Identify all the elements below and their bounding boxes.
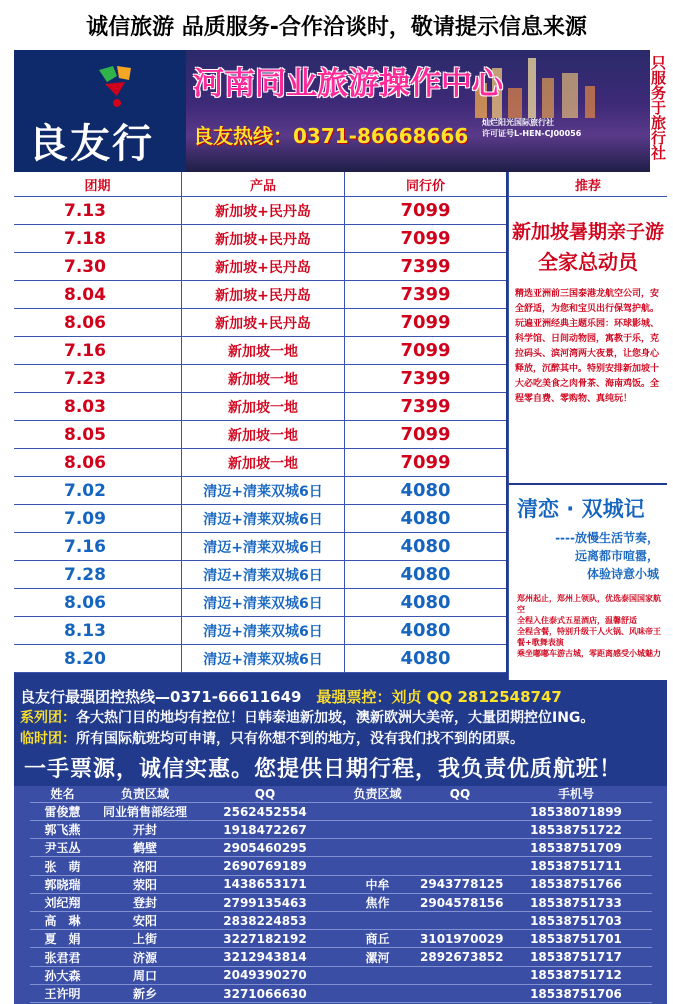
- staff-cell: 中牟: [365, 877, 390, 892]
- staff-row: [30, 803, 652, 821]
- staff-cell: 荥阳: [132, 877, 157, 892]
- promo-thailand: [508, 483, 667, 680]
- staff-cell: 18538751706: [530, 986, 622, 1001]
- promo2-line2: 远离都市喧嚣，: [574, 549, 659, 563]
- staff-cell: 2690769189: [223, 859, 307, 874]
- staff-cell: 18538751733: [530, 895, 622, 910]
- cell-price: 7099: [400, 312, 451, 333]
- staff-cell: 负责区域: [353, 787, 402, 801]
- table-row: [14, 393, 506, 421]
- table-row: [14, 533, 506, 561]
- cell-price: 7099: [400, 200, 451, 221]
- staff-cell: 3271066630: [223, 986, 307, 1001]
- table-row: [14, 281, 506, 309]
- cell-product: 新加坡一地: [182, 449, 345, 476]
- table-row: [14, 309, 506, 337]
- staff-cell: 18538071899: [530, 804, 622, 819]
- staff-cell: 商丘: [365, 932, 390, 947]
- staff-cell: 安阳: [132, 914, 157, 929]
- staff-cell: 2049390270: [223, 968, 307, 983]
- staff-cell: QQ: [449, 786, 471, 801]
- logo-icon: [95, 62, 135, 108]
- cell-price: 7099: [400, 228, 451, 249]
- staff-cell: 洛阳: [132, 859, 157, 874]
- staff-cell: 鹤壁: [132, 841, 157, 856]
- promo2-bullets: [509, 583, 667, 659]
- staff-row: [30, 930, 652, 948]
- staff-cell: 雷俊慧: [44, 805, 81, 819]
- staff-cell: 2943778125: [420, 877, 504, 892]
- cell-date: 7.16: [14, 337, 182, 364]
- cell-price: 7099: [400, 424, 451, 445]
- cell-date: 7.16: [14, 533, 182, 560]
- table-row: [14, 365, 506, 393]
- cell-date: 7.30: [14, 253, 182, 280]
- staff-cell: 3212943814: [223, 950, 307, 965]
- staff-cell: 周口: [132, 968, 157, 983]
- table-row: [14, 645, 506, 673]
- staff-cell: 尹玉丛: [44, 841, 81, 856]
- cell-price: 7399: [400, 284, 451, 305]
- staff-row: [30, 858, 652, 876]
- cell-product: 新加坡一地: [182, 393, 345, 420]
- cell-date: 8.04: [14, 281, 182, 308]
- header-recommend: 推荐: [509, 172, 667, 197]
- cell-product: 新加坡+民丹岛: [182, 309, 345, 336]
- staff-cell: 高 琳: [44, 914, 81, 929]
- cell-product: 新加坡+民丹岛: [182, 253, 345, 280]
- cell-product: 清迈+清莱双城6日: [182, 561, 345, 588]
- cell-date: 7.23: [14, 365, 182, 392]
- hotline: 良友热线：0371-86668666: [193, 124, 469, 148]
- header-product: 产品: [182, 172, 345, 196]
- cell-price: 4080: [400, 480, 451, 501]
- staff-cell: 张 萌: [44, 859, 81, 874]
- staff-cell: 上街: [132, 932, 157, 947]
- table-row: [14, 477, 506, 505]
- promo2-line3: 体验诗意小城: [586, 567, 659, 581]
- cell-date: 7.18: [14, 225, 182, 252]
- staff-cell: 开封: [132, 823, 157, 838]
- staff-cell: 2904578156: [420, 895, 504, 910]
- cell-product: 新加坡一地: [182, 421, 345, 448]
- table-row: [14, 197, 506, 225]
- staff-cell: 18538751711: [530, 859, 622, 874]
- cell-price: 7399: [400, 396, 451, 417]
- cell-price: 7399: [400, 256, 451, 277]
- staff-row: [30, 821, 652, 839]
- cell-date: 8.06: [14, 589, 182, 616]
- cell-price: 7099: [400, 340, 451, 361]
- staff-cell: 2905460295: [223, 840, 307, 855]
- staff-cell: 刘纪翔: [44, 896, 81, 910]
- table-row: [14, 421, 506, 449]
- ticket-contact: 最强票控：刘贞 QQ 2812548747: [316, 688, 562, 706]
- staff-cell: 18538751722: [530, 822, 622, 837]
- staff-cell: 3101970029: [420, 931, 504, 946]
- cell-product: 清迈+清莱双城6日: [182, 505, 345, 532]
- cell-date: 7.13: [14, 197, 182, 224]
- bullet-4: 乘坐嘟嘟车游古城，零距离感受小城魅力: [517, 649, 661, 658]
- staff-cell: 2562452554: [223, 804, 307, 819]
- promo2-line1: ----放慢生活节奏，: [555, 531, 659, 545]
- staff-cell: 18538751701: [530, 931, 622, 946]
- series-text: 各大热门目的地均有控位！日韩泰迪新加坡，澳新欧洲大美帝，大量团期控位ING。: [76, 710, 595, 726]
- staff-cell: 1438653171: [223, 877, 307, 892]
- cell-date: 8.20: [14, 645, 182, 672]
- info-line-3: [20, 728, 524, 748]
- info-line-1: [20, 686, 562, 707]
- table-row: [14, 337, 506, 365]
- staff-cell: 2838224853: [223, 913, 307, 928]
- top-slogan: 诚信旅游 品质服务-合作洽谈时，敬请提示信息来源: [0, 0, 673, 50]
- table-row: [14, 617, 506, 645]
- header-price: 同行价: [405, 178, 445, 194]
- staff-cell: 王许明: [44, 987, 81, 1001]
- cell-product: 新加坡一地: [182, 337, 345, 364]
- license-number: 许可证号L-HEN-CJ00056: [482, 129, 582, 138]
- logo-text: 良友行: [28, 121, 154, 167]
- header-date: 团期: [14, 172, 182, 196]
- series-label: 系列团：: [20, 710, 76, 726]
- cell-product: 新加坡一地: [182, 365, 345, 392]
- staff-cell: 郭晓瑞: [44, 877, 81, 892]
- promo-title-1: 新加坡暑期亲子游: [511, 221, 664, 243]
- cell-product: 清迈+清莱双城6日: [182, 533, 345, 560]
- cell-date: 8.05: [14, 421, 182, 448]
- staff-row: [30, 839, 652, 857]
- agency-info: [482, 117, 592, 139]
- cell-date: 8.03: [14, 393, 182, 420]
- staff-cell: 18538751703: [530, 913, 622, 928]
- staff-cell: 2799135463: [223, 895, 307, 910]
- tour-table: [14, 172, 506, 673]
- cell-price: 4080: [400, 508, 451, 529]
- cell-product: 新加坡+民丹岛: [182, 281, 345, 308]
- cell-price: 4080: [400, 564, 451, 585]
- staff-cell: 姓名: [50, 787, 75, 801]
- promo2-title: 清恋 · 双城记: [517, 497, 645, 521]
- cell-product: 清迈+清莱双城6日: [182, 477, 345, 504]
- bullet-2: 全程入住泰式五星酒店，温馨舒适: [517, 616, 637, 625]
- promo-singapore: [508, 172, 667, 483]
- staff-cell: 18538751717: [530, 950, 622, 965]
- cell-price: 4080: [400, 592, 451, 613]
- table-row: [14, 589, 506, 617]
- cell-price: 4080: [400, 536, 451, 557]
- vertical-note: 只服务于旅行社: [650, 50, 667, 172]
- staff-cell: 张君君: [44, 950, 81, 965]
- staff-row: [30, 967, 652, 985]
- cell-price: 4080: [400, 620, 451, 641]
- staff-cell: 18538751712: [530, 968, 622, 983]
- table-row: [14, 561, 506, 589]
- agency-name: 灿烂阳光国际旅行社: [482, 118, 554, 127]
- staff-row: [30, 894, 652, 912]
- cell-date: 7.28: [14, 561, 182, 588]
- cell-date: 8.13: [14, 617, 182, 644]
- staff-cell: 新乡: [132, 987, 157, 1001]
- staff-cell: 夏 娟: [44, 932, 81, 947]
- staff-cell: 手机号: [557, 787, 594, 801]
- staff-cell: 1918472267: [223, 822, 307, 837]
- staff-cell: 负责区域: [120, 787, 169, 801]
- staff-cell: 郭飞燕: [44, 823, 81, 838]
- slogan: 一手票源，诚信实惠。您提供日期行程，我负责优质航班！: [24, 757, 623, 782]
- cell-price: 7399: [400, 368, 451, 389]
- staff-cell: QQ: [254, 786, 276, 801]
- staff-cell: 登封: [132, 896, 157, 910]
- staff-row: [30, 876, 652, 894]
- cell-date: 7.02: [14, 477, 182, 504]
- bullet-3: 全程含餐，特别升级干人火锅、风味帝王餐+歌舞表演: [517, 627, 661, 647]
- cell-product: 清迈+清莱双城6日: [182, 617, 345, 644]
- temp-label: 临时团：: [20, 731, 76, 747]
- staff-cell: 漯河: [365, 950, 390, 965]
- staff-cell: 焦作: [365, 896, 390, 910]
- staff-row: [30, 949, 652, 967]
- cell-price: 7099: [400, 452, 451, 473]
- team-hotline: 良友行最强团控热线—0371-66611649: [20, 688, 302, 706]
- cell-date: 8.06: [14, 449, 182, 476]
- staff-cell: 3227182192: [223, 931, 307, 946]
- staff-row: [30, 985, 652, 1003]
- cell-product: 新加坡+民丹岛: [182, 197, 345, 224]
- table-row: [14, 505, 506, 533]
- cell-product: 清迈+清莱双城6日: [182, 589, 345, 616]
- staff-cell: 18538751766: [530, 877, 622, 892]
- banner-title: 河南同业旅游操作中心: [193, 66, 503, 102]
- staff-cell: 2892673852: [420, 950, 504, 965]
- table-header: [14, 172, 506, 197]
- cell-product: 清迈+清莱双城6日: [182, 645, 345, 672]
- cell-product: 新加坡+民丹岛: [182, 225, 345, 252]
- staff-header: [30, 785, 652, 803]
- table-row: [14, 253, 506, 281]
- staff-cell: 孙大森: [44, 968, 81, 983]
- cell-price: 4080: [400, 648, 451, 669]
- cell-date: 7.09: [14, 505, 182, 532]
- temp-text: 所有国际航班均可申请，只有你想不到的地方，没有我们找不到的团票。: [76, 731, 524, 747]
- promo-title-2: 全家总动员: [538, 250, 638, 274]
- staff-cell: 济源: [132, 950, 157, 965]
- promo-desc: 精选亚洲前三国泰港龙航空公司，安全舒适，为您和宝贝出行保驾护航。玩遍亚洲经典主题乐园：环球影城、科学馆、日间动物园，寓教于乐，克拉码头、滨河湾两大夜景，让您身心释放，沉醉其中。特别安排新加坡十大必吃美食之肉骨茶、海南鸡饭。全程零自费、零购物、真纯玩！: [515, 289, 660, 404]
- info-line-2: [20, 707, 594, 727]
- staff-cell: 18538751709: [530, 840, 622, 855]
- table-row: [14, 449, 506, 477]
- staff-cell: 同业销售部经理: [102, 805, 187, 819]
- table-row: [14, 225, 506, 253]
- bullet-1: 郑州起止，郑州上领队，优选泰国国家航空: [517, 594, 661, 614]
- cell-date: 8.06: [14, 309, 182, 336]
- staff-row: [30, 912, 652, 930]
